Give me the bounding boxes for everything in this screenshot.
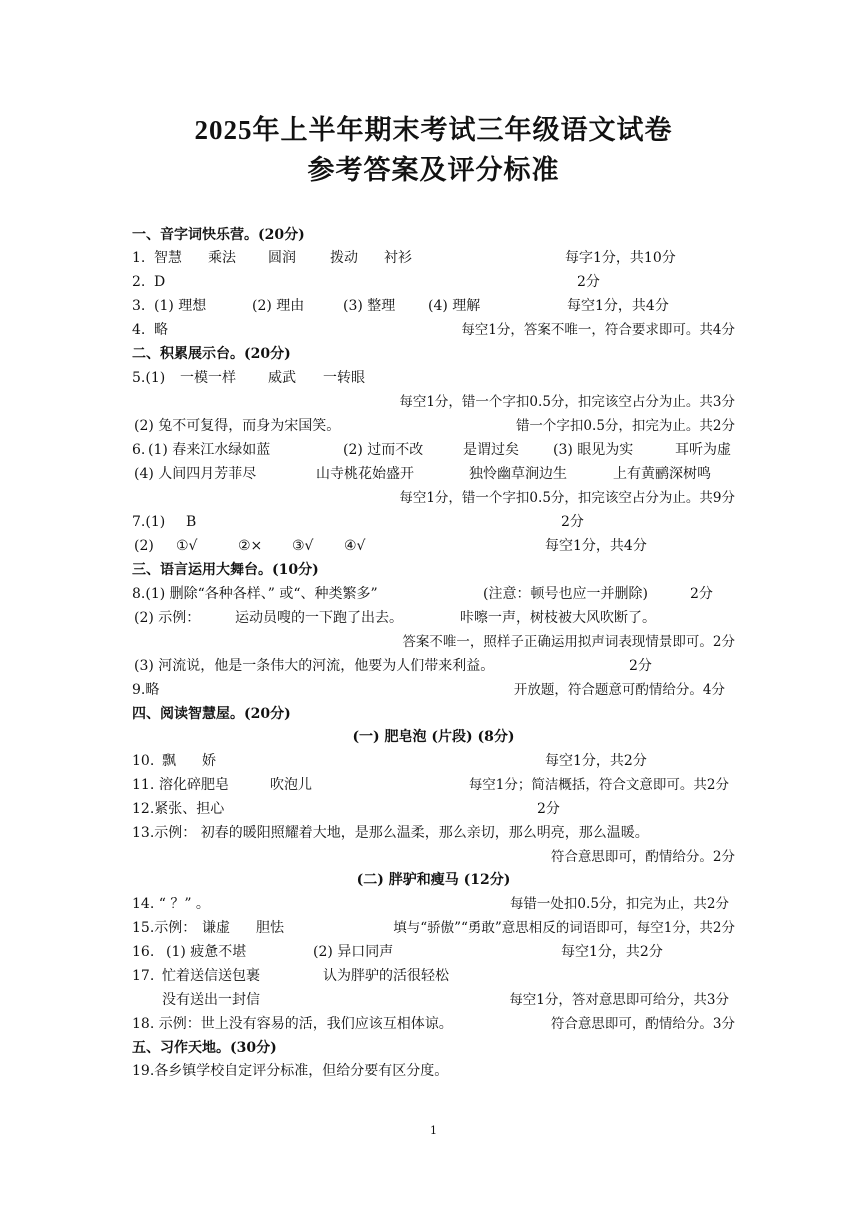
- q9: 9.略: [132, 682, 160, 698]
- q14: 14. “ ？” 。: [132, 896, 210, 912]
- q16-answer-1: (1) 疲惫不堪: [166, 944, 247, 960]
- q5-number: 5.(1): [132, 370, 166, 386]
- q6-answer-2: (2) 过而不改: [343, 442, 424, 458]
- q10-answer-1: 飘: [162, 753, 176, 769]
- q6-answer-5: 耳听为虚: [675, 442, 731, 458]
- q16-answer-2: (2) 异口同声: [313, 944, 394, 960]
- q5-part2: (2) 兔不可复得，而身为宋国笑。: [134, 418, 341, 434]
- q17-number: 17.: [132, 968, 155, 984]
- q6-answer-1: (1) 春来江水绿如蓝: [148, 442, 271, 458]
- q15-number: 15.示例：: [132, 920, 197, 936]
- q8-part3-score: 2分: [629, 658, 652, 674]
- q10-number: 10.: [132, 753, 155, 769]
- q6-answer-9: 上有黄鹂深树鸣: [613, 466, 711, 482]
- q16-number: 16.: [132, 944, 155, 960]
- q5-score: 每空1分，错一个字扣0.5分，扣完该空占分为止。共3分: [399, 394, 735, 410]
- q5-part2-score: 错一个字扣0.5分，扣完为止。共2分: [515, 418, 735, 434]
- section-4-heading: 四、阅读智慧屋。(20分): [132, 706, 291, 722]
- section-1-heading: 一、音字词快乐营。(20分): [132, 227, 305, 243]
- q6-answer-4: (3) 眼见为实: [553, 442, 634, 458]
- q10-score: 每空1分，共2分: [545, 753, 647, 769]
- q7-part2-answer-4: ④√: [344, 538, 366, 554]
- q1-score: 每字1分，共10分: [565, 250, 676, 266]
- q6-answer-7: 山寺桃花始盛开: [316, 466, 414, 482]
- q18-score: 符合意思即可，酌情给分。3分: [550, 1016, 735, 1032]
- q8-part2-example-1: 运动员嗖的一下跑了出去。: [235, 610, 403, 626]
- q17-answer-1: 忙着送信送包裹: [162, 968, 260, 984]
- q1-answer-2: 乘法: [208, 250, 236, 266]
- q6-answer-3: 是谓过矣: [463, 442, 519, 458]
- q2-answer: D: [154, 274, 166, 290]
- q8-part2-example-2: 咔嚓一声，树枝被大风吹断了。: [460, 610, 656, 626]
- q4-answer: 略: [154, 322, 168, 338]
- q3-answer-4: (4) 理解: [428, 298, 481, 314]
- q15-note: 填与“骄傲”“勇敢”意思相反的词语即可，每空1分，共2分: [393, 920, 735, 936]
- reading-1-title: (一) 肥皂泡 (片段) (8分): [352, 729, 515, 745]
- q13: 13.示例： 初春的暖阳照耀着大地，是那么温柔，那么亲切，那么明亮，那么温暖。: [132, 825, 649, 841]
- q15-answer-2: 胆怯: [256, 920, 284, 936]
- q7-answer: B: [186, 514, 197, 530]
- q4-score: 每空1分，答案不唯一，符合要求即可。共4分: [461, 322, 735, 338]
- q7-score: 2分: [561, 514, 584, 530]
- q8-part2-label: (2) 示例：: [134, 610, 201, 626]
- q17-answer-2: 认为胖驴的活很轻松: [323, 968, 449, 984]
- q14-score: 每错一处扣0.5分，扣完为止，共2分: [509, 896, 729, 912]
- q7-number: 7.(1): [132, 514, 166, 530]
- q7-part2-answer-1: ①√: [176, 538, 198, 554]
- q11-answer-1: 溶化碎肥皂: [159, 777, 229, 793]
- q1-answer-1: 智慧: [154, 250, 182, 266]
- q3-answer-3: (3) 整理: [343, 298, 396, 314]
- section-2-heading: 二、积累展示台。(20分): [132, 346, 291, 362]
- q18: 18. 示例：世上没有容易的活，我们应该互相体谅。: [132, 1016, 453, 1032]
- q7-part2-answer-2: ②×: [238, 538, 263, 554]
- q8-part1-note: (注意：顿号也应一并删除): [483, 586, 648, 602]
- document-subtitle: 参考答案及评分标准: [307, 155, 560, 185]
- q17-answer-3: 没有送出一封信: [162, 992, 260, 1008]
- q12: 12.紧张、担心: [132, 801, 225, 817]
- q5-answer-2: 威武: [268, 370, 296, 386]
- q6-number: 6.: [132, 442, 146, 458]
- q2-score: 2分: [577, 274, 600, 290]
- q13-score: 符合意思即可，酌情给分。2分: [550, 849, 735, 865]
- section-3-heading: 三、语言运用大舞台。(10分): [132, 562, 319, 578]
- q1-number: 1.: [132, 250, 146, 266]
- q1-answer-5: 衬衫: [384, 250, 412, 266]
- q17-score: 每空1分，答对意思即可给分，共3分: [509, 992, 729, 1008]
- q3-score: 每空1分，共4分: [567, 298, 669, 314]
- q5-answer-1: 一模一样: [180, 370, 236, 386]
- q15-answer-1: 谦虚: [202, 920, 230, 936]
- q8-part3: (3) 河流说，他是一条伟大的河流，他要为人们带来利益。: [134, 658, 495, 674]
- q1-answer-4: 拨动: [330, 250, 358, 266]
- q11-number: 11.: [132, 777, 155, 793]
- q8-part1-score: 2分: [690, 586, 713, 602]
- q11-answer-2: 吹泡儿: [270, 777, 312, 793]
- q8-part1: 8.(1) 删除“各种各样、” 或“、种类繁多”: [132, 586, 378, 602]
- q3-answer-1: (1) 理想: [154, 298, 207, 314]
- q6-answer-6: (4) 人间四月芳菲尽: [134, 466, 257, 482]
- q7-part2-answer-3: ③√: [292, 538, 314, 554]
- q6-score: 每空1分，错一个字扣0.5分，扣完该空占分为止。共9分: [399, 490, 735, 506]
- page-number: 1: [430, 1124, 437, 1137]
- q16-score: 每空1分，共2分: [561, 944, 663, 960]
- q6-answer-8: 独怜幽草涧边生: [469, 466, 567, 482]
- q4-number: 4.: [132, 322, 146, 338]
- q7-part2-label: (2): [134, 538, 154, 554]
- document-title: 2025年上半年期末考试三年级语文试卷: [194, 115, 673, 145]
- q3-number: 3.: [132, 298, 146, 314]
- q19: 19.各乡镇学校自定评分标准，但给分要有区分度。: [132, 1063, 449, 1079]
- q1-answer-3: 圆润: [268, 250, 296, 266]
- q7-part2-score: 每空1分，共4分: [545, 538, 647, 554]
- reading-2-title: (二) 胖驴和瘦马 (12分): [356, 872, 511, 888]
- q10-answer-2: 娇: [202, 753, 216, 769]
- q11-score: 每空1分；简洁概括，符合文意即可。共2分: [468, 777, 729, 793]
- q3-answer-2: (2) 理由: [252, 298, 305, 314]
- q9-score: 开放题，符合题意可酌情给分。4分: [513, 682, 725, 698]
- q8-part2-score: 答案不唯一，照样子正确运用拟声词表现情景即可。2分: [402, 634, 735, 650]
- q5-answer-3: 一转眼: [323, 370, 365, 386]
- section-5-heading: 五、习作天地。(30分): [132, 1040, 277, 1056]
- q2-number: 2.: [132, 274, 146, 290]
- q12-score: 2分: [537, 801, 560, 817]
